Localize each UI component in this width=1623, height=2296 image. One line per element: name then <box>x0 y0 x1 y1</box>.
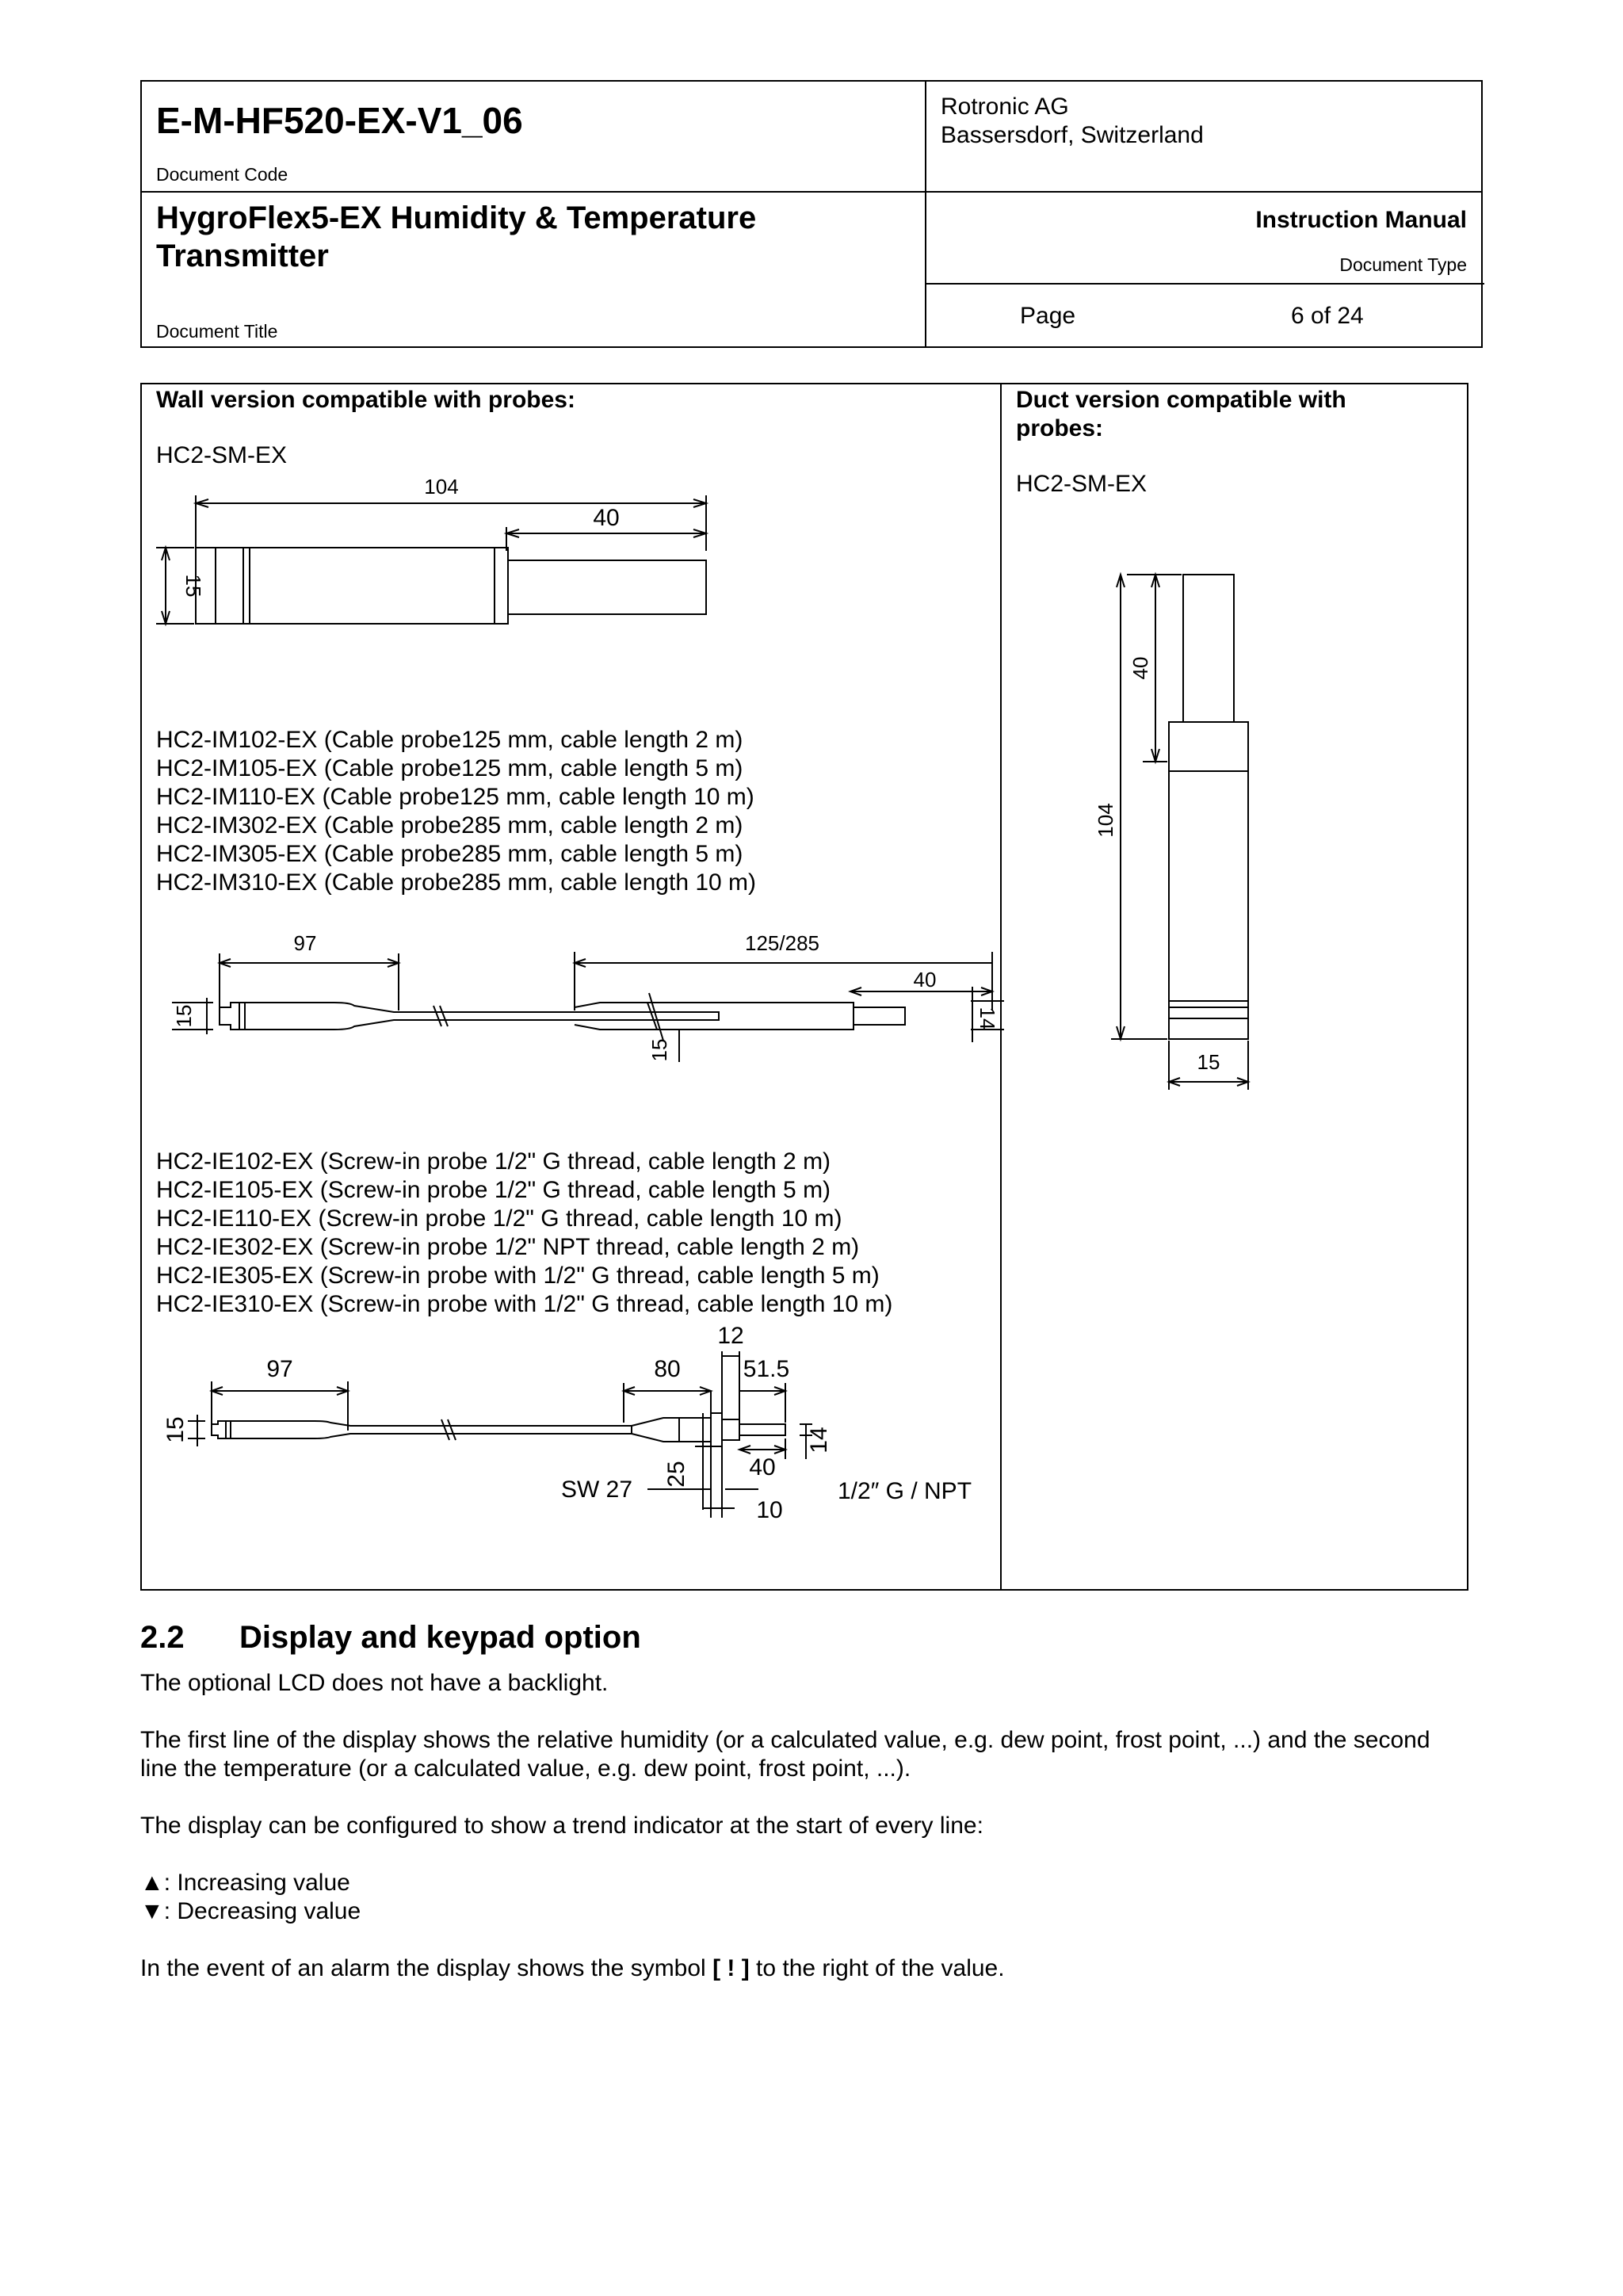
wall-probe-sm: HC2-SM-EX <box>156 442 288 468</box>
duct-heading: Duct version compatible with probes: <box>1016 387 1346 441</box>
company-name: Rotronic AG <box>941 94 1069 120</box>
document-title <box>156 199 756 275</box>
list-item: HC2-IE302-EX (Screw-in probe 1/2" NPT thread, cable length 2 m) <box>156 1234 860 1260</box>
list-item: HC2-IE102-EX (Screw-in probe 1/2" G thread, cable length 2 m) <box>156 1148 831 1175</box>
header-divider <box>925 82 926 346</box>
company-location: Bassersdorf, Switzerland <box>941 122 1204 148</box>
probe-drawing-sm <box>156 472 838 638</box>
header-divider <box>142 191 1481 193</box>
probe-drawing-cable <box>156 923 999 1082</box>
list-item: HC2-IE110-EX (Screw-in probe 1/2" G thread, cable length 10 m) <box>156 1205 842 1232</box>
page-number: 6 of 24 <box>1291 303 1364 329</box>
list-item: HC2-IM105-EX (Cable probe125 mm, cable length 5 m) <box>156 755 743 781</box>
list-item: HC2-IM110-EX (Cable probe125 mm, cable length 10 m) <box>156 784 754 810</box>
section-number: 2.2 <box>140 1620 185 1655</box>
dim-label: 40 <box>1128 656 1152 680</box>
thread-fraction: 1/2 <box>838 1478 871 1504</box>
list-item: HC2-IE310-EX (Screw-in probe with 1/2" G thread, cable length 10 m) <box>156 1291 893 1317</box>
dim-label: 97 <box>266 1356 293 1382</box>
dim-label: 104 <box>424 475 459 499</box>
page-label: Page <box>1020 303 1076 329</box>
company <box>941 93 1204 150</box>
document-title-label: Document Title <box>156 321 278 342</box>
probe-compatibility-table <box>140 383 1468 1591</box>
dim-label: 15 <box>162 1416 189 1443</box>
dim-label: 80 <box>654 1356 681 1382</box>
section-title: Display and keypad option <box>239 1620 641 1655</box>
document-header <box>140 80 1483 348</box>
document-title-line: HygroFlex5-EX Humidity & Temperature <box>156 201 757 235</box>
section-heading <box>140 1620 641 1656</box>
dim-label: 40 <box>913 968 937 991</box>
paragraph: The optional LCD does not have a backlight. <box>140 1670 609 1696</box>
list-item: HC2-IM102-EX (Cable probe125 mm, cable length 2 m) <box>156 727 743 753</box>
dim-label: 25 <box>663 1461 689 1488</box>
duct-probe-sm: HC2-SM-EX <box>1016 471 1148 497</box>
probe-drawing-duct <box>1079 559 1270 1114</box>
list-item: HC2-IM310-EX (Cable probe285 mm, cable length 10 m) <box>156 869 757 896</box>
document-type-label: Document Type <box>1339 254 1467 275</box>
dim-label: 15 <box>647 1038 671 1062</box>
list-item: ▲: Increasing value <box>140 1870 350 1896</box>
list-item: HC2-IE305-EX (Screw-in probe with 1/2" G thread, cable length 5 m) <box>156 1263 880 1289</box>
document-title-line: Transmitter <box>156 239 329 273</box>
header-divider <box>925 283 1484 285</box>
dim-label: 51.5 <box>743 1356 790 1382</box>
alarm-symbol: [ ! ] <box>712 1955 750 1981</box>
wall-heading: Wall version compatible with probes: <box>156 387 575 413</box>
dim-label: 125/285 <box>745 931 819 955</box>
text-span: to the right of the value. <box>749 1955 1005 1981</box>
list-item: HC2-IE105-EX (Screw-in probe 1/2" G thread, cable length 5 m) <box>156 1177 831 1203</box>
paragraph <box>140 1726 1487 1783</box>
dim-label: 10 <box>756 1497 783 1523</box>
dim-label: 40 <box>749 1454 776 1480</box>
document-code-label: Document Code <box>156 164 288 185</box>
paragraph-line: line the temperature (or a calculated value, e.g. dew point, frost point, ...). <box>140 1755 911 1782</box>
dim-label: 14 <box>806 1427 832 1454</box>
dim-label: SW 27 <box>560 1477 633 1503</box>
document-code: E-M-HF520-EX-V1_06 <box>156 100 523 141</box>
cable-probe-list <box>156 726 756 897</box>
table-divider <box>1000 384 1002 1589</box>
paragraph-line: The first line of the display shows the relative humidity (or a calculated value, e.g. dew point, frost point, ...) and the second <box>140 1727 1430 1753</box>
dim-label: 97 <box>293 931 317 955</box>
dim-label: 15 <box>181 574 205 598</box>
list-item: HC2-IM302-EX (Cable probe285 mm, cable length 2 m) <box>156 812 743 839</box>
dim-label: 15 <box>1197 1050 1220 1074</box>
dim-label: 15 <box>172 1004 196 1028</box>
thread-type: ″ G / NPT <box>870 1478 972 1504</box>
dim-label: 12 <box>717 1323 744 1349</box>
list-item: ▼: Decreasing value <box>140 1898 361 1924</box>
dim-label: 14 <box>976 1007 999 1030</box>
trend-indicator-list <box>140 1869 1487 1926</box>
paragraph: The display can be configured to show a trend indicator at the start of every line: <box>140 1813 983 1839</box>
document-type: Instruction Manual <box>1255 207 1467 233</box>
screw-probe-list <box>156 1148 892 1319</box>
paragraph <box>140 1954 1487 1983</box>
thread-label <box>838 1478 972 1504</box>
dim-label: 104 <box>1094 803 1117 838</box>
text-span: In the event of an alarm the display shows the symbol <box>140 1955 713 1981</box>
probe-drawing-screw <box>156 1320 996 1557</box>
list-item: HC2-IM305-EX (Cable probe285 mm, cable length 5 m) <box>156 841 743 867</box>
dim-label: 40 <box>593 505 620 531</box>
